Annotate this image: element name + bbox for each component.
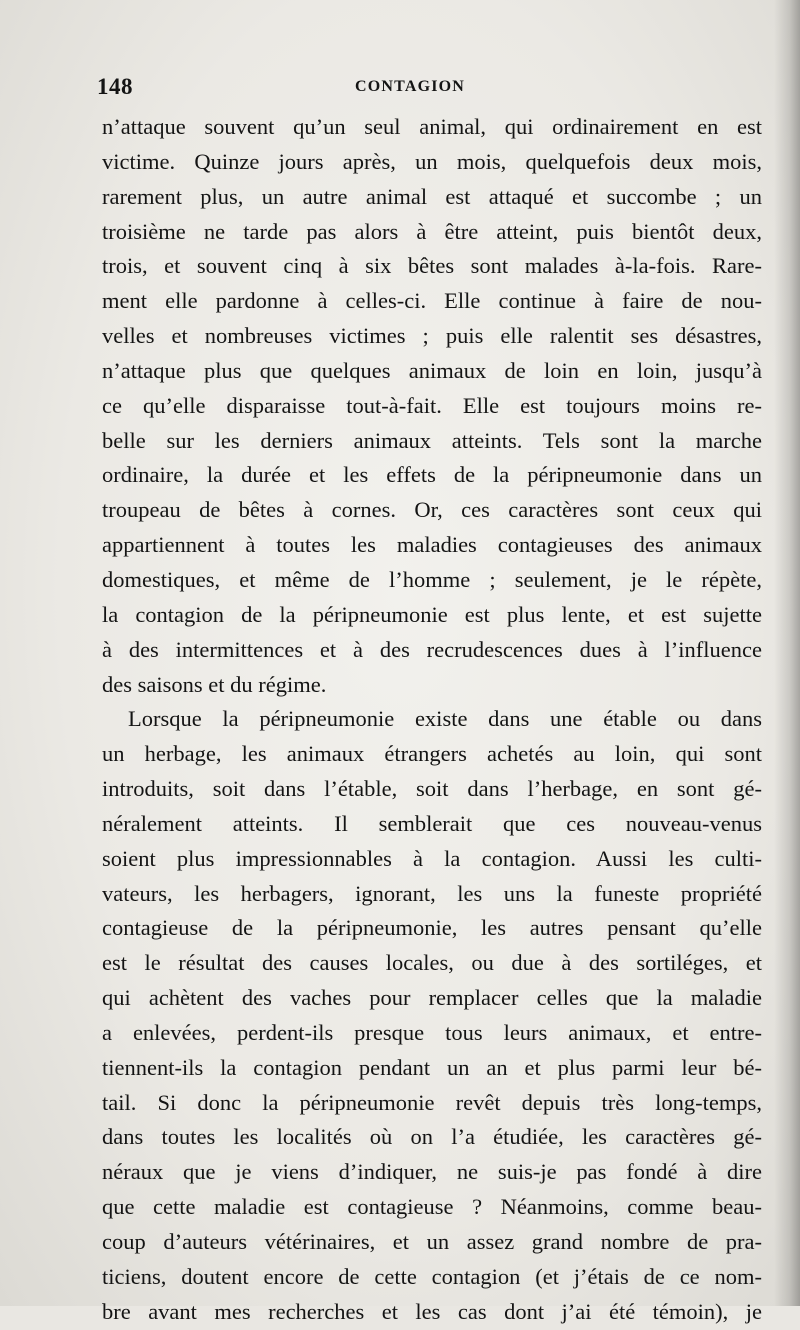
text-line: néraux que je viens d’indiquer, ne suis-je pas fondé à dire <box>102 1159 762 1185</box>
text-line: qui achètent des vaches pour remplacer celles que la maladie <box>102 985 762 1011</box>
text-line: ticiens, doutent encore de cette contagion (et j’étais de ce nom- <box>102 1263 762 1289</box>
text-line: victime. Quinze jours après, un mois, quelquefois deux mois, <box>102 148 762 174</box>
text-line: n’attaque souvent qu’un seul animal, qui ordinairement en est <box>102 114 762 139</box>
text-line: que cette maladie est contagieuse ? Néanmoins, comme beau- <box>102 1194 762 1220</box>
text-line: appartiennent à toutes les maladies contagieuses des animaux <box>102 532 762 558</box>
text-line: contagieuse de la péripneumonie, les autres pensant qu’elle <box>102 915 762 941</box>
text-line: coup d’auteurs vétérinaires, et un assez grand nombre de pra- <box>102 1229 762 1254</box>
body-text <box>102 110 762 1330</box>
page-number: 148 <box>97 74 133 99</box>
text-line: tail. Si donc la péripneumonie revêt depuis très long-temps, <box>102 1089 762 1115</box>
text-line: la contagion de la péripneumonie est plus lente, et est sujette <box>102 601 762 627</box>
page-header <box>97 74 757 102</box>
text-line: à des intermittences et à des recrudescences dues à l’influence <box>102 636 762 662</box>
text-line: vateurs, les herbagers, ignorant, les uns la funeste propriété <box>102 880 762 906</box>
page-edge-shadow <box>774 0 800 1306</box>
text-line: troisième ne tarde pas alors à être atteint, puis bientôt deux, <box>102 218 762 244</box>
text-line: soient plus impressionnables à la contagion. Aussi les culti- <box>102 845 762 871</box>
text-line: est le résultat des causes locales, ou due à des sortiléges, et <box>102 950 762 976</box>
text-line: introduits, soit dans l’étable, soit dans l’herbage, en sont gé- <box>102 776 762 802</box>
text-line: n’attaque plus que quelques animaux de loin en loin, jusqu’à <box>102 357 762 383</box>
text-line: néralement atteints. Il semblerait que ces nouveau-venus <box>102 810 762 836</box>
text-line: tiennent-ils la contagion pendant un an et plus parmi leur bé- <box>102 1054 762 1080</box>
text-line: troupeau de bêtes à cornes. Or, ces caractères sont ceux qui <box>102 497 762 523</box>
text-line: rarement plus, un autre animal est attaqué et succombe ; un <box>102 183 762 209</box>
text-line: a enlevées, perdent-ils presque tous leurs animaux, et entre- <box>102 1019 762 1045</box>
paragraph-first-line: Lorsque la péripneumonie existe dans une étable ou dans <box>128 706 762 732</box>
paragraph-last-line: des saisons et du régime. <box>102 671 327 697</box>
text-line: domestiques, et même de l’homme ; seulement, je le répète, <box>102 566 762 592</box>
text-line: ordinaire, la durée et les effets de la péripneumonie dans un <box>102 462 762 488</box>
text-line: ce qu’elle disparaisse tout-à-fait. Elle est toujours moins re- <box>102 392 762 418</box>
text-line: dans toutes les localités où on l’a étudiée, les caractères gé- <box>102 1124 762 1150</box>
running-head: CONTAGION <box>355 78 466 95</box>
text-line: trois, et souvent cinq à six bêtes sont malades à-la-fois. Rare- <box>102 253 762 279</box>
text-line: un herbage, les animaux étrangers achetés au loin, qui sont <box>102 741 762 767</box>
text-line: velles et nombreuses victimes ; puis elle ralentit ses désastres, <box>102 323 762 349</box>
text-line: bre avant mes recherches et les cas dont j’ai été témoin), je <box>102 1298 762 1324</box>
text-line: ment elle pardonne à celles-ci. Elle continue à faire de nou- <box>102 288 762 314</box>
text-line: belle sur les derniers animaux atteints. Tels sont la marche <box>102 427 762 453</box>
